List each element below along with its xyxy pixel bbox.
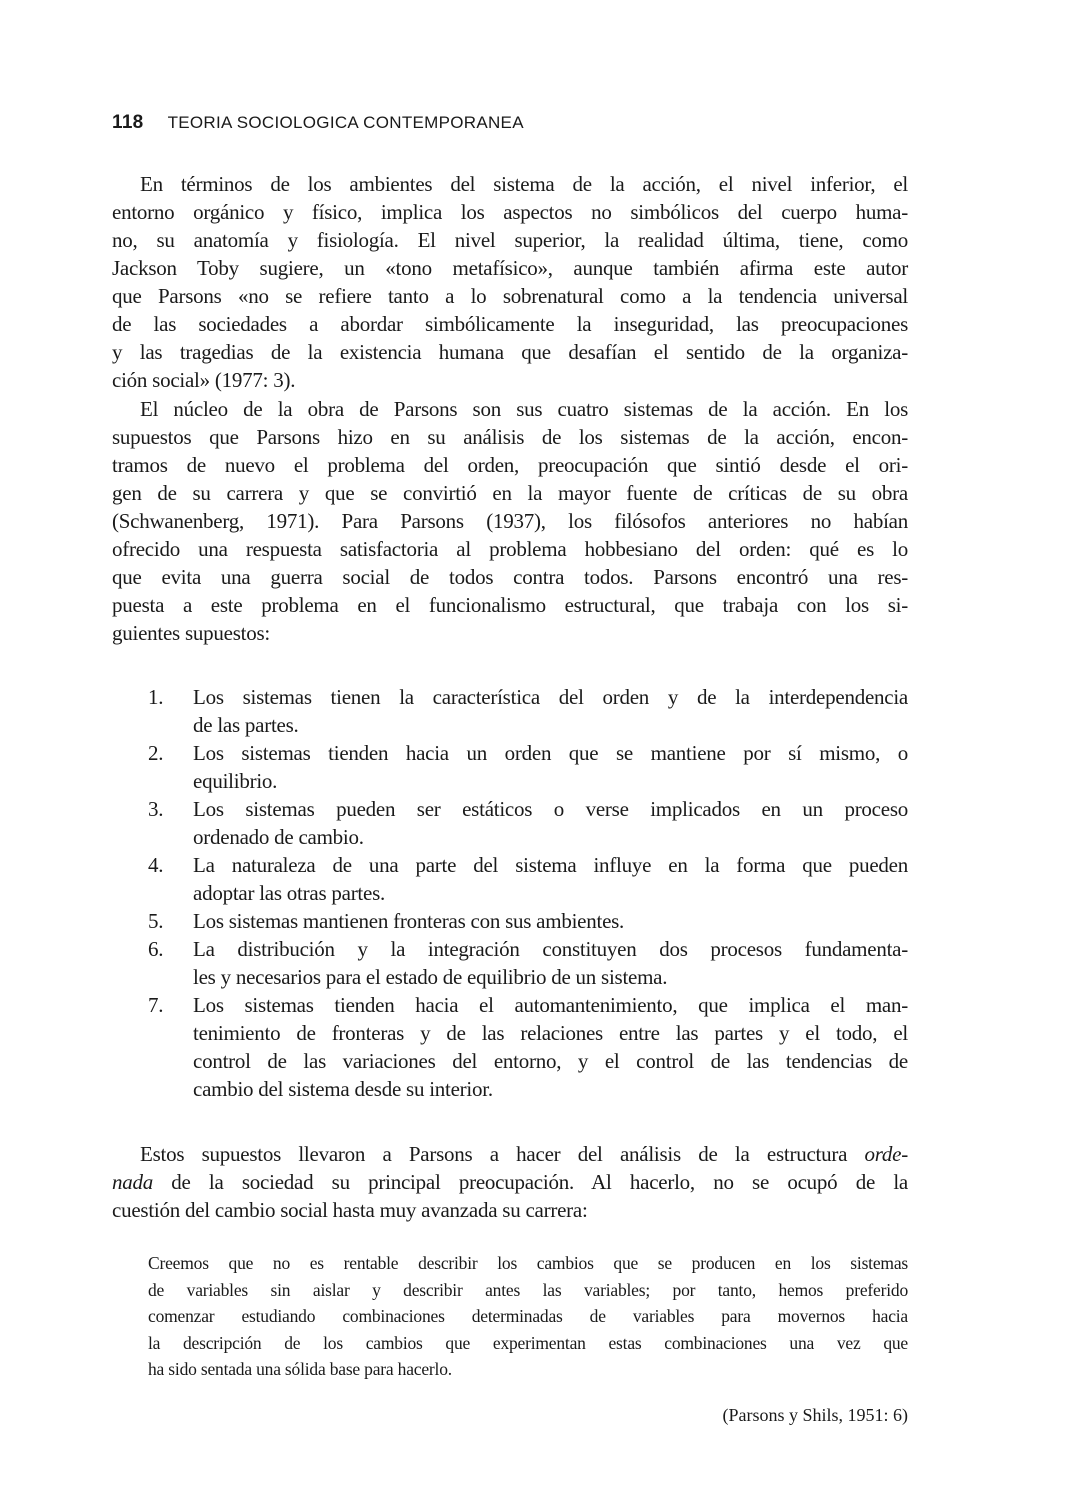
list-item (148, 991, 908, 1103)
text-line: que evita una guerra social de todos contra todos. Parsons encontró una res- (112, 565, 908, 589)
quote-citation: (Parsons y Shils, 1951: 6) (722, 1405, 908, 1425)
list-number: 1. (148, 685, 164, 709)
text-line: cuestión del cambio social hasta muy avanzada su carrera: (112, 1198, 588, 1222)
text-line: tenimiento de fronteras y de las relaciones entre las partes y el todo, el (193, 1021, 908, 1045)
text-line: les y necesarios para el estado de equilibrio de un sistema. (193, 965, 668, 989)
text-line: guientes supuestos: (112, 621, 270, 645)
paragraph-3 (112, 1140, 908, 1224)
text-line: cambio del sistema desde su interior. (193, 1077, 493, 1101)
list-item (148, 739, 908, 795)
italic-span: orde- (864, 1142, 908, 1166)
text-line: de variables sin aislar y describir antes las variables; por tanto, hemos preferido (148, 1279, 908, 1300)
text-line: Jackson Toby sugiere, un «tono metafísico», aunque también afirma este autor (112, 256, 908, 280)
text-line (112, 1140, 908, 1168)
text-line: El núcleo de la obra de Parsons son sus cuatro sistemas de la acción. En los (140, 397, 908, 421)
page-number: 118 (112, 112, 144, 133)
text-line: la descripción de los cambios que experimentan estas combinaciones una vez que (148, 1332, 908, 1353)
text-line: ofrecido una respuesta satisfactoria al problema hobbesiano del orden: qué es lo (112, 537, 908, 561)
list-number: 3. (148, 797, 164, 821)
list-number: 7. (148, 993, 164, 1017)
list-item (148, 851, 908, 907)
text-line: tramos de nuevo el problema del orden, preocupación que sintió desde el ori- (112, 453, 908, 477)
text-line: Los sistemas tienden hacia un orden que se mantiene por sí mismo, o (193, 741, 908, 765)
text-line: Los sistemas pueden ser estáticos o verse implicados en un proceso (193, 797, 908, 821)
list-number: 6. (148, 937, 164, 961)
text-line: La distribución y la integración constituyen dos procesos fundamenta- (193, 937, 908, 961)
list-item (148, 935, 908, 991)
text-line: gen de su carrera y que se convirtió en la mayor fuente de críticas de su obra (112, 481, 908, 505)
text-line: En términos de los ambientes del sistema de la acción, el nivel inferior, el (140, 172, 908, 196)
text-line: de las sociedades a abordar simbólicamente la inseguridad, las preocupaciones (112, 312, 908, 336)
list-item (148, 683, 908, 739)
text-line: (Schwanenberg, 1971). Para Parsons (1937), los filósofos anteriores no habían (112, 509, 908, 533)
list-number: 4. (148, 853, 164, 877)
text-line: comenzar estudiando combinaciones determinadas de variables para movernos hacia (148, 1306, 908, 1326)
text-line: control de las variaciones del entorno, y el control de las tendencias de (193, 1049, 908, 1073)
text-line: y las tragedias de la existencia humana que desafían el sentido de la organiza- (112, 340, 908, 364)
text-line: puesta a este problema en el funcionalismo estructural, que trabaja con los si- (112, 593, 908, 617)
text-line: supuestos que Parsons hizo en su análisis de los sistemas de la acción, encon- (112, 425, 908, 449)
text-line: La naturaleza de una parte del sistema influye en la forma que pueden (193, 853, 908, 877)
text-line: Los sistemas tienden hacia el automantenimiento, que implica el man- (193, 993, 908, 1017)
block-quote (148, 1250, 908, 1383)
assumptions-list (148, 683, 908, 1103)
text-line (112, 1168, 908, 1196)
paragraph-2 (112, 395, 908, 647)
paragraph-1 (112, 170, 908, 394)
text-line: adoptar las otras partes. (193, 881, 386, 905)
text-span: Estos supuestos llevaron a Parsons a hacer del análisis de la estructura (140, 1142, 865, 1166)
text-line: Los sistemas mantienen fronteras con sus ambientes. (193, 909, 625, 933)
running-header (112, 112, 524, 134)
text-line: de las partes. (193, 713, 299, 737)
text-line: Los sistemas tienen la característica del orden y de la interdependencia (193, 685, 908, 709)
running-title: TEORIA SOCIOLOGICA CONTEMPORANEA (167, 113, 524, 132)
text-line: ordenado de cambio. (193, 825, 364, 849)
text-line: que Parsons «no se refiere tanto a lo sobrenatural como a la tendencia universal (112, 284, 908, 308)
list-item (148, 795, 908, 851)
text-line: entorno orgánico y físico, implica los aspectos no simbólicos del cuerpo huma- (112, 200, 908, 224)
text-line: equilibrio. (193, 769, 278, 793)
text-line: no, su anatomía y fisiología. El nivel superior, la realidad última, tiene, como (112, 228, 908, 252)
text-line: ha sido sentada una sólida base para hacerlo. (148, 1359, 452, 1379)
italic-span: nada (112, 1170, 153, 1194)
list-item (148, 907, 908, 935)
list-number: 2. (148, 741, 164, 765)
text-line: Creemos que no es rentable describir los cambios que se producen en los sistemas (148, 1253, 908, 1273)
list-number: 5. (148, 909, 164, 933)
text-line: ción social» (1977: 3). (112, 368, 296, 392)
text-span: de la sociedad su principal preocupación. Al hacerlo, no se ocupó de la (153, 1170, 908, 1194)
